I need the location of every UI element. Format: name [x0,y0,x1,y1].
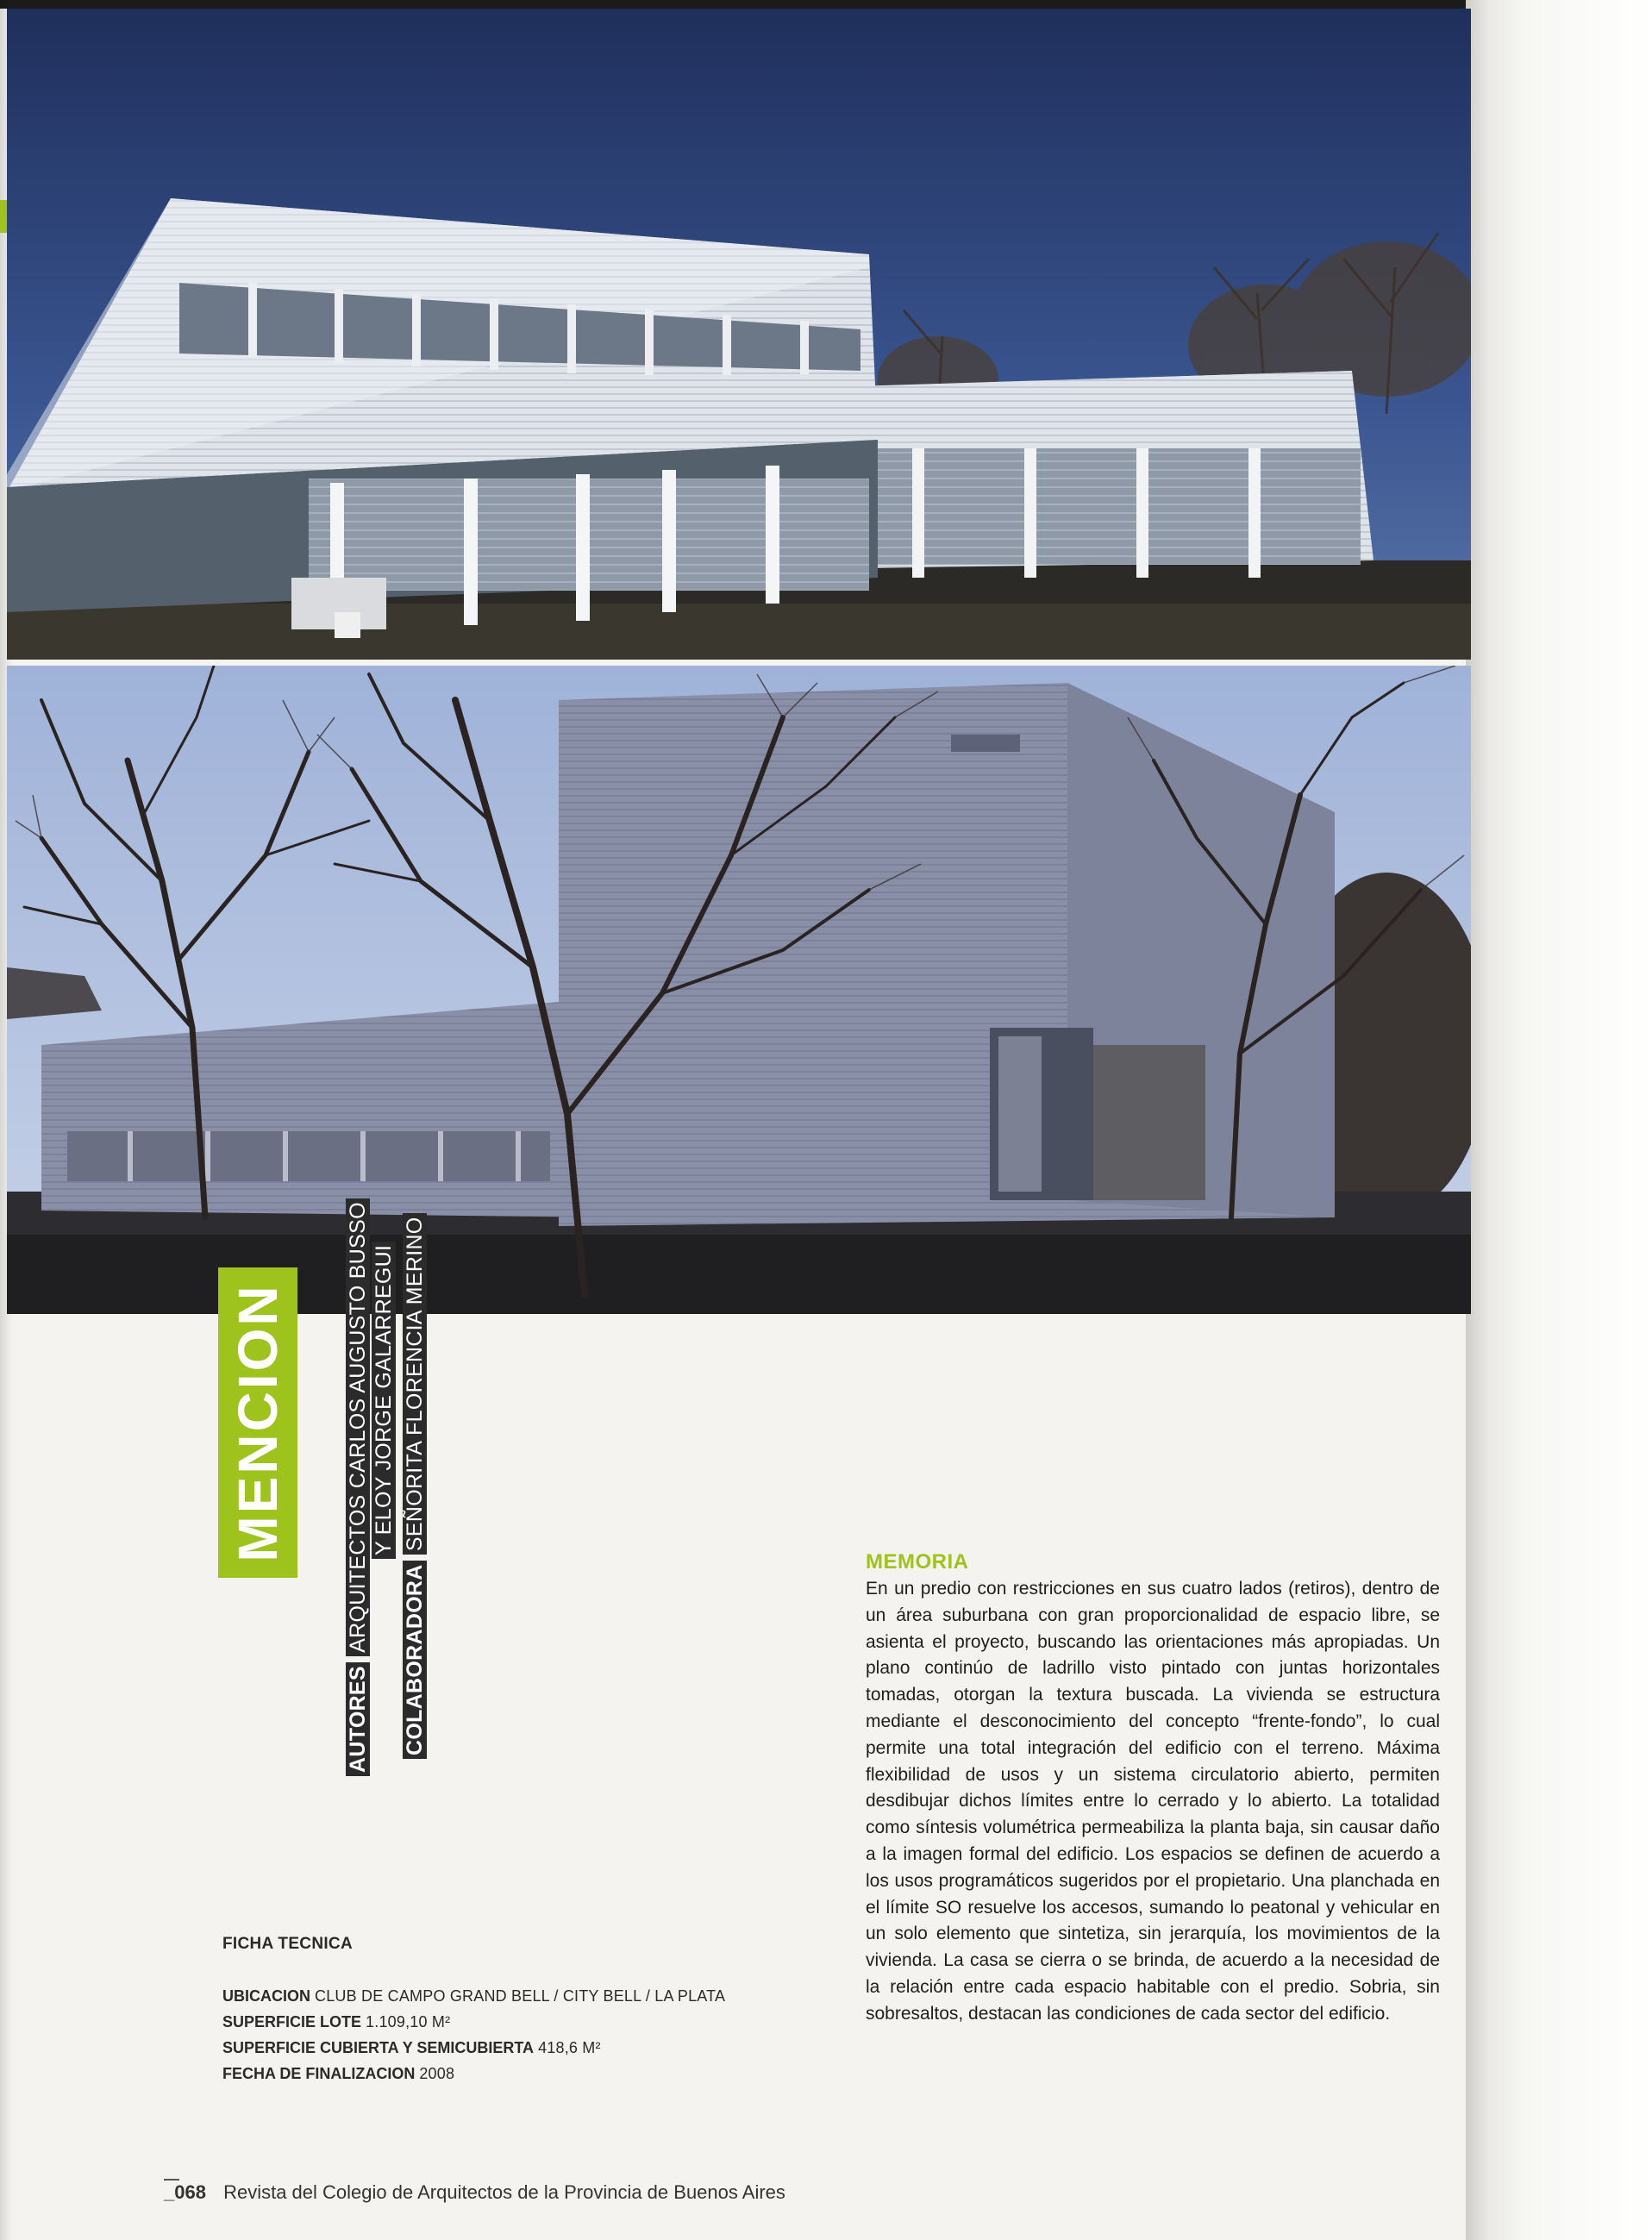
colaboradora-label: COLABORADORA [403,1561,427,1759]
ficha-label: SUPERFICIE LOTE [222,2013,362,2030]
top-rule [0,0,1652,9]
house-front-illustration [7,9,1471,660]
credit-autores [347,1198,370,1776]
memoria-body: En un predio con restricciones en sus cuatro lados (retiros), dentro de un área suburbana con gran proporcionalidad de espacio libre, se asienta el proyecto, buscando las orientaciones más apropiadas. Un plano continúo de ladrillo visto pintado con juntas horizontales tomadas, otorgan la textura buscada. La vivienda se estructura mediante el desconocimiento del concepto “frente-fondo”, lo cual permite una total integración del edificio con el terreno. Máxima flexibilidad de usos y un sistema circulatorio abierto, permiten desdibujar dichos límites entre lo cerrado y lo abierto. La totalidad como síntesis volumétrica permeabiliza la planta baja, sin causar daño a la imagen formal del edificio. Los espacios se definen de acuerdo a los usos programáticos sugeridos por el propietario. Una planchada en el límite SO resuelve los accesos, sumando lo peatonal y vehicular en un solo elemento que sintetiza, sin jerarquía, los movimientos de la vivienda. La casa se cierra o se brinda, de acuerdo a la necesidad de la relación entre cada espacio habitable con el predio. Sobria, sin sobresaltos, destacan las condiciones de cada sector del edificio. [866,1579,1440,2024]
ficha-value: 1.109,10 M² [366,2013,451,2030]
ficha-label: UBICACION [222,1987,310,2005]
mencion-badge: MENCION [218,1267,297,1578]
publication-name: Revista del Colegio de Arquitectos de la Provincia de Buenos Aires [223,2181,785,2203]
ficha-row [222,2061,740,2087]
ficha-value: 2008 [419,2065,455,2082]
footer-tick [164,2179,179,2181]
colaboradora-value: SEÑORITA FLORENCIA MERINO [403,1213,427,1555]
photo-house-front [7,9,1471,660]
credit-colaboradora [404,1213,427,1759]
autores-value-1: ARQUITECTOS CARLOS AUGUSTO BUSSO [346,1198,370,1656]
photo-house-trees [7,666,1471,1314]
page-number: _068 [164,2181,206,2203]
section-tab-marker [0,200,7,233]
ficha-label: FECHA DE FINALIZACION [222,2065,416,2082]
adjacent-page-edge [1466,0,1652,2240]
ficha-tecnica [222,1935,740,2087]
credit-autores-2 [372,1242,396,1559]
memoria-title: MEMORIA [866,1550,969,1574]
page-footer [164,2181,785,2204]
autores-label: AUTORES [346,1662,370,1776]
ficha-value: 418,6 M² [538,2039,601,2056]
house-trees-illustration [7,666,1471,1314]
ficha-value: CLUB DE CAMPO GRAND BELL / CITY BELL / LA PLATA [315,1987,726,2005]
ficha-row [222,1983,740,2009]
ficha-row [222,2009,740,2035]
autores-value-2: Y ELOY JORGE GALARREGUI [372,1242,396,1559]
memoria-section [866,1550,1440,2028]
ficha-label: SUPERFICIE CUBIERTA Y SEMICUBIERTA [222,2039,535,2056]
ficha-heading: FICHA TECNICA [222,1935,353,1953]
ficha-row [222,2035,740,2061]
